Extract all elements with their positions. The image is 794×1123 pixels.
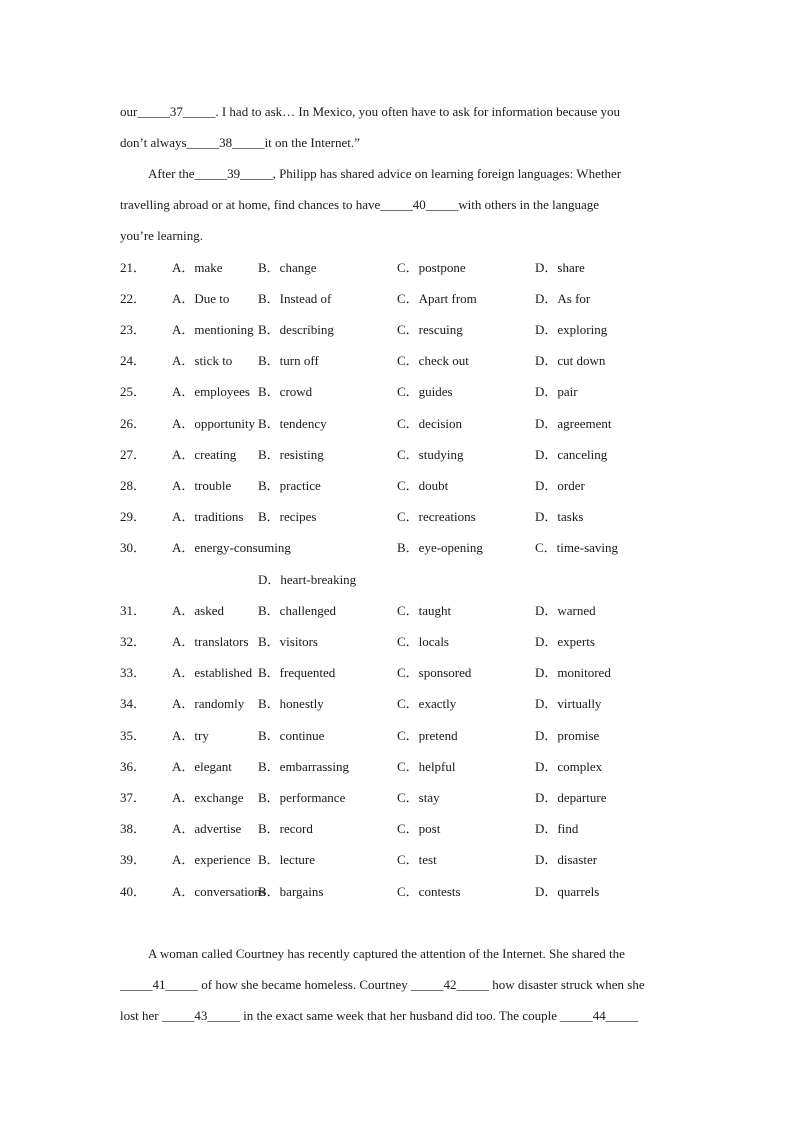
- question-row: [120, 759, 680, 775]
- passage-text: , Philipp has shared advice on learning foreign languages: Whether: [272, 166, 622, 181]
- option-d: D．complex: [535, 759, 603, 774]
- option-d: D．find: [535, 821, 579, 836]
- option-c: C．check out: [397, 353, 469, 368]
- question-row: [120, 322, 680, 338]
- question-row: [120, 540, 680, 556]
- blank-43: _____43_____: [161, 1008, 240, 1023]
- option-b: B．frequented: [258, 665, 336, 680]
- option-d: D．promise: [535, 728, 600, 743]
- option-c: C．sponsored: [397, 665, 472, 680]
- option-d: D．warned: [535, 603, 596, 618]
- question-row: [120, 634, 680, 650]
- option-d: D．cut down: [535, 353, 606, 368]
- option-d: D．disaster: [535, 852, 598, 867]
- passage-text: you’re learning.: [120, 228, 204, 243]
- option-a: A．asked: [172, 603, 224, 618]
- option-b: B．practice: [258, 478, 321, 493]
- option-d: D．pair: [535, 384, 578, 399]
- option-b: B．describing: [258, 322, 334, 337]
- option-d: D．canceling: [535, 447, 608, 462]
- option-b: B．recipes: [258, 509, 317, 524]
- question-row: [120, 821, 680, 837]
- option-c: C．locals: [397, 634, 449, 649]
- option-a: A．employees: [172, 384, 250, 399]
- option-c: C．postpone: [397, 260, 466, 275]
- option-c: C．recreations: [397, 509, 476, 524]
- option-d: D．quarrels: [535, 884, 600, 899]
- option-d: D．monitored: [535, 665, 611, 680]
- option-c: C．time-saving: [535, 540, 619, 555]
- passage-text: travelling abroad or at home, find chances to have: [120, 197, 381, 212]
- passage-text: don’t always: [120, 135, 187, 150]
- option-a: A．conversations: [172, 884, 266, 899]
- blank-38: _____38_____: [186, 135, 265, 150]
- question-row: [120, 603, 680, 619]
- passage-line: [120, 228, 203, 244]
- question-row: [120, 696, 680, 712]
- option-b: B．turn off: [258, 353, 319, 368]
- question-number: 26．: [120, 416, 147, 431]
- question-number: 37．: [120, 790, 147, 805]
- option-a: A．experience: [172, 852, 251, 867]
- option-c: C．contests: [397, 884, 461, 899]
- passage-line: [148, 166, 621, 182]
- option-a: A．make: [172, 260, 223, 275]
- option-a: A．Due to: [172, 291, 230, 306]
- option-b: B．eye-opening: [397, 540, 483, 555]
- question-row: [120, 884, 680, 900]
- option-c: C．decision: [397, 416, 462, 431]
- option-a: A．elegant: [172, 759, 232, 774]
- passage-text: After the: [148, 166, 195, 181]
- option-b: B．lecture: [258, 852, 316, 867]
- option-d: D．heart-breaking: [258, 572, 357, 587]
- question-number: 25．: [120, 384, 147, 399]
- option-c: C．pretend: [397, 728, 458, 743]
- question-row: [120, 291, 680, 307]
- option-b: B．crowd: [258, 384, 313, 399]
- option-a: A．translators: [172, 634, 249, 649]
- option-c: C．stay: [397, 790, 440, 805]
- passage-line: [148, 946, 625, 962]
- option-a: A．trouble: [172, 478, 232, 493]
- passage-text: how disaster struck when she: [489, 977, 645, 992]
- option-d: D．agreement: [535, 416, 612, 431]
- option-b: B．record: [258, 821, 313, 836]
- option-a: A．established: [172, 665, 253, 680]
- option-c: C．exactly: [397, 696, 457, 711]
- passage-line: [120, 104, 620, 120]
- blank-42: _____42_____: [411, 977, 490, 992]
- passage-text: of how she became homeless. Courtney: [198, 977, 412, 992]
- question-number: 24．: [120, 353, 147, 368]
- passage-line: [120, 197, 599, 213]
- option-d: D．departure: [535, 790, 607, 805]
- question-row: [120, 852, 680, 868]
- option-c: C．studying: [397, 447, 464, 462]
- passage-text: . I had to ask… In Mexico, you often have to ask for information because you: [215, 104, 621, 119]
- option-d: D．virtually: [535, 696, 602, 711]
- option-a: A．opportunity: [172, 416, 256, 431]
- option-d: D．order: [535, 478, 585, 493]
- option-d: D．As for: [535, 291, 591, 306]
- question-number: 36．: [120, 759, 147, 774]
- question-number: 21．: [120, 260, 147, 275]
- question-number: 40．: [120, 884, 147, 899]
- question-number: 33．: [120, 665, 147, 680]
- passage-line: [120, 135, 360, 151]
- question-row: [120, 260, 680, 276]
- question-number: 31．: [120, 603, 147, 618]
- option-b: B．tendency: [258, 416, 327, 431]
- option-b: B．performance: [258, 790, 346, 805]
- option-c: C．doubt: [397, 478, 449, 493]
- question-row: [120, 665, 680, 681]
- question-number: 30．: [120, 540, 147, 555]
- option-a: A．stick to: [172, 353, 233, 368]
- option-a: A．traditions: [172, 509, 244, 524]
- question-number: 39．: [120, 852, 147, 867]
- passage-text: with others in the language: [458, 197, 600, 212]
- option-c: C．post: [397, 821, 441, 836]
- option-a: A．creating: [172, 447, 237, 462]
- question-number: 32．: [120, 634, 147, 649]
- option-c: C．Apart from: [397, 291, 477, 306]
- question-number: 27．: [120, 447, 147, 462]
- option-b: B．Instead of: [258, 291, 332, 306]
- option-b: B．visitors: [258, 634, 318, 649]
- passage-line: [120, 977, 645, 993]
- option-b: B．honestly: [258, 696, 324, 711]
- question-row: [120, 384, 680, 400]
- option-a: A．exchange: [172, 790, 244, 805]
- question-number: 23．: [120, 322, 147, 337]
- option-d: D．exploring: [535, 322, 608, 337]
- option-c: C．taught: [397, 603, 452, 618]
- option-a: A．advertise: [172, 821, 242, 836]
- option-a: A．randomly: [172, 696, 245, 711]
- question-row: [120, 447, 680, 463]
- option-b: B．challenged: [258, 603, 336, 618]
- option-a: A．mentioning: [172, 322, 254, 337]
- blank-44: _____44_____: [560, 1008, 639, 1023]
- blank-41: _____41_____: [120, 977, 198, 992]
- option-d: D．share: [535, 260, 585, 275]
- passage-text: it on the Internet.”: [264, 135, 360, 150]
- option-d: D．tasks: [535, 509, 584, 524]
- passage-text: in the exact same week that her husband did too. The couple: [239, 1008, 561, 1023]
- question-row: [120, 790, 680, 806]
- question-row: [120, 478, 680, 494]
- option-b: B．embarrassing: [258, 759, 349, 774]
- passage-text: our: [120, 104, 138, 119]
- question-row: [120, 416, 680, 432]
- question-row: [120, 728, 680, 744]
- option-b: B．bargains: [258, 884, 324, 899]
- question-number: 22．: [120, 291, 147, 306]
- blank-37: _____37_____: [137, 104, 216, 119]
- question-number: 35．: [120, 728, 147, 743]
- option-d: D．experts: [535, 634, 595, 649]
- option-c: C．guides: [397, 384, 453, 399]
- option-b: B．change: [258, 260, 317, 275]
- blank-39: _____39_____: [194, 166, 273, 181]
- option-c: C．test: [397, 852, 437, 867]
- option-b: B．continue: [258, 728, 325, 743]
- question-number: 29．: [120, 509, 147, 524]
- question-number: 28．: [120, 478, 147, 493]
- question-number: 38．: [120, 821, 147, 836]
- question-row: [120, 509, 680, 525]
- option-a: A．try: [172, 728, 209, 743]
- question-row: [120, 353, 680, 369]
- passage-text: lost her: [120, 1008, 162, 1023]
- question-row-continued: [120, 572, 680, 588]
- option-b: B．resisting: [258, 447, 324, 462]
- option-a: A．energy-consuming: [172, 540, 291, 555]
- passage-line: [120, 1008, 638, 1024]
- blank-40: _____40_____: [380, 197, 459, 212]
- question-number: 34．: [120, 696, 147, 711]
- passage-text: A woman called Courtney has recently captured the attention of the Internet. She shared the: [148, 946, 625, 961]
- option-c: C．rescuing: [397, 322, 463, 337]
- option-c: C．helpful: [397, 759, 456, 774]
